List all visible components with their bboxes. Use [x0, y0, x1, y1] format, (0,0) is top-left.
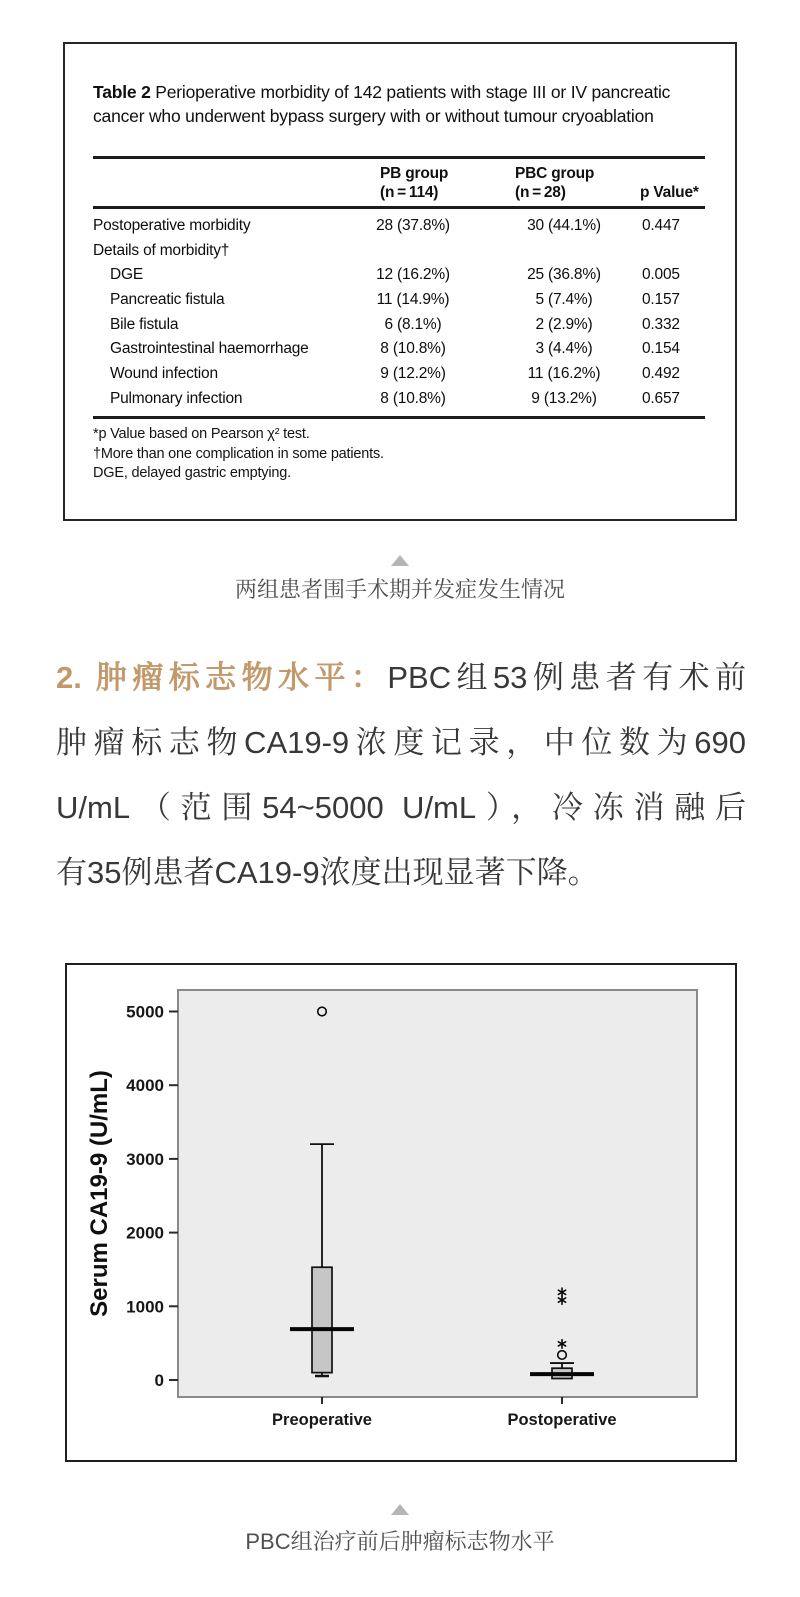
table-title: [93, 80, 711, 128]
paragraph-line: 有35例患者CA19-9浓度出现显著下降。: [56, 855, 599, 890]
x-axis: [272, 1397, 617, 1429]
table-row: [93, 313, 705, 338]
table-footnote: DGE, delayed gastric emptying.: [93, 465, 291, 481]
x-tick-label: Preoperative: [272, 1411, 372, 1429]
table-row: [93, 288, 705, 313]
table-row: [93, 239, 705, 264]
pbc-value: 11 (16.2%): [527, 365, 601, 383]
p-value: 0.657: [642, 389, 680, 407]
row-label: Wound infection: [110, 365, 218, 383]
pbc-value: 3 (4.4%): [535, 340, 593, 358]
p-value: 0.492: [642, 365, 680, 383]
iqr-box: [312, 1267, 332, 1372]
p-value: [640, 239, 705, 264]
chart-caption: PBC组治疗前后肿瘤标志物水平: [245, 1529, 555, 1554]
pb-value: 8 (10.8%): [380, 389, 446, 407]
y-tick-label: 0: [154, 1371, 164, 1390]
y-tick-label: 2000: [126, 1223, 164, 1243]
header-empty: [93, 164, 338, 202]
table-rule-mid: [93, 206, 705, 209]
y-tick-label: 5000: [126, 1002, 164, 1022]
header-pbc-group: PBC group (n = 28): [515, 165, 595, 201]
boxplot-figure: [65, 963, 737, 1462]
table-row: [93, 387, 705, 412]
row-label: Bile fistula: [110, 315, 179, 333]
x-tick-label: Postoperative: [507, 1411, 617, 1429]
paragraph-line: 肿瘤标志物CA19-9浓度记录，中位数为690: [56, 725, 746, 760]
p-value: 0.332: [642, 315, 680, 333]
y-tick-label: 1000: [126, 1297, 164, 1317]
table-body: [93, 214, 705, 412]
table-footnote: *p Value based on Pearson χ² test.: [93, 426, 310, 442]
pb-value: 8 (10.8%): [380, 340, 446, 358]
paragraph-line: U/mL（范围54~5000 U/mL），冷冻消融后: [56, 790, 746, 825]
row-label: Pancreatic fistula: [110, 291, 225, 309]
pb-value: 6 (8.1%): [384, 315, 442, 333]
table-title-text: Perioperative morbidity of 142 patients with stage III or IV pancreatic cancer who underwent bypass surgery with or without tumour cryoablation: [93, 82, 671, 126]
table-title-number: Table 2: [93, 82, 151, 102]
row-label: DGE: [110, 266, 143, 284]
y-axis: [86, 1003, 178, 1391]
pb-value: 28 (37.8%): [376, 217, 450, 234]
pbc-value: 9 (13.2%): [531, 389, 597, 407]
table-row: [93, 362, 705, 387]
table-rule-bottom: [93, 416, 705, 419]
p-value: 0.157: [642, 291, 680, 309]
table-footnote: †More than one complication in some patients.: [93, 445, 384, 462]
body-paragraph: [56, 645, 746, 905]
p-value: 0.447: [642, 217, 680, 234]
y-tick-label: 3000: [126, 1149, 164, 1169]
row-label: Details of morbidity†: [93, 241, 230, 259]
p-value: 0.005: [642, 266, 680, 284]
table-footnotes: [93, 425, 384, 484]
p-value: 0.154: [642, 340, 680, 358]
triangle-up-icon: [391, 555, 409, 566]
pb-value: 12 (16.2%): [376, 266, 450, 284]
table-header-row: [93, 164, 705, 202]
header-p-value: p Value*: [640, 184, 699, 201]
table-row: [93, 337, 705, 362]
row-label: Postoperative morbidity: [93, 217, 251, 234]
plot-area: [178, 990, 697, 1397]
pbc-value: [488, 239, 640, 264]
pbc-value: 25 (36.8%): [527, 266, 601, 284]
paragraph-line: [56, 645, 746, 710]
table-row: [93, 263, 705, 288]
table-figure: [63, 42, 737, 521]
pbc-value: 5 (7.4%): [535, 291, 593, 309]
row-label: Gastrointestinal haemorrhage: [110, 340, 309, 358]
pbc-value: 30 (44.1%): [527, 217, 601, 234]
header-pb-group: PB group (n = 114): [380, 165, 449, 201]
row-label: Pulmonary infection: [110, 389, 243, 407]
pb-value: 11 (14.9%): [376, 291, 450, 309]
section-heading: 2. 肿瘤标志物水平：: [56, 660, 388, 695]
boxplot-svg: [67, 965, 735, 1460]
y-axis-title: Serum CA19-9 (U/mL): [86, 1070, 113, 1317]
table-row: [93, 214, 705, 239]
pbc-value: 2 (2.9%): [535, 315, 593, 333]
triangle-up-icon: [391, 1504, 409, 1515]
pb-value: 9 (12.2%): [380, 365, 446, 383]
table-rule-top: [93, 156, 705, 159]
pb-value: [338, 239, 488, 264]
y-tick-label: 4000: [126, 1076, 164, 1096]
paragraph-text: PBC组53例患者有术前: [387, 660, 746, 695]
table-caption: 两组患者围手术期并发症发生情况: [234, 577, 565, 602]
